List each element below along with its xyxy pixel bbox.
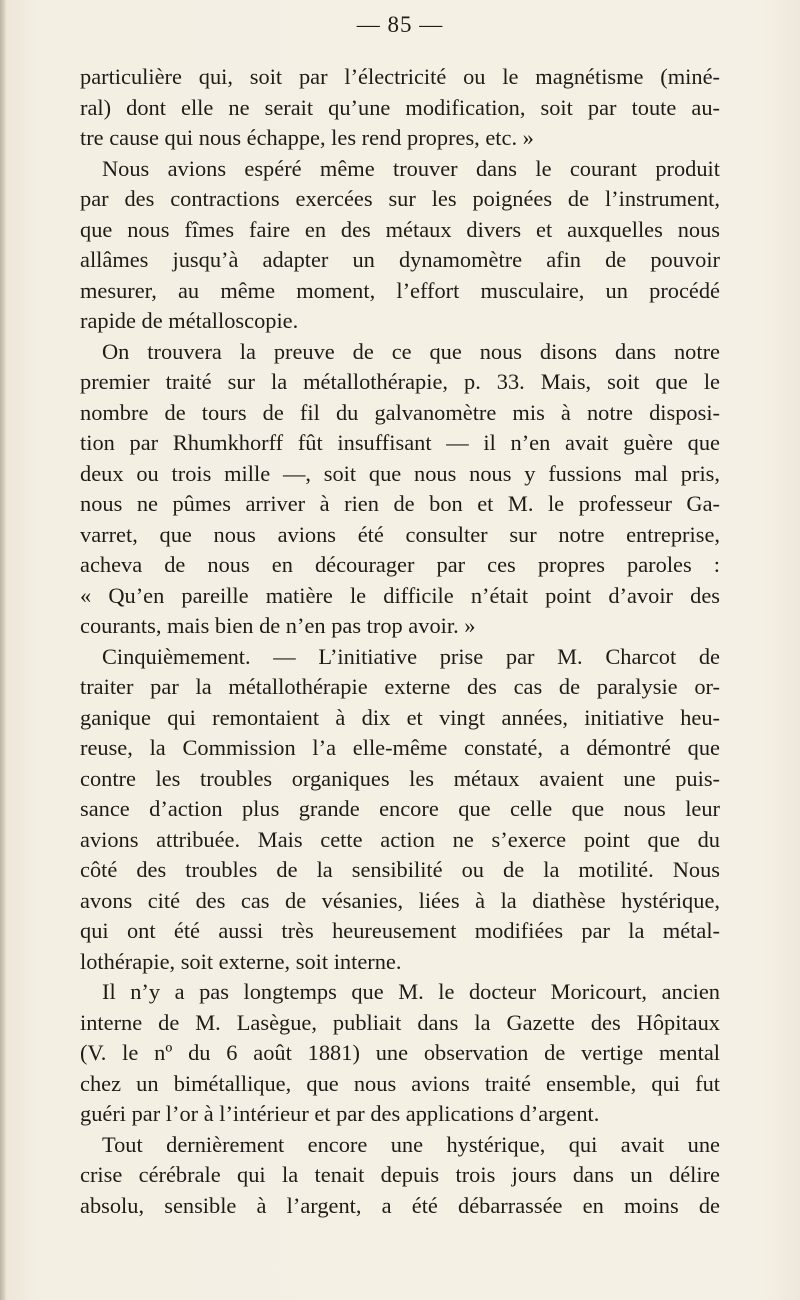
text-line-content: On trouvera la preuve de ce que nous disons dans notre — [102, 338, 720, 364]
text-line: allâmes jusqu’à adapter un dynamomètre afin de pouvoir — [80, 247, 720, 272]
text-line: ganique qui remontaient à dix et vingt années, initiative heu- — [80, 704, 720, 730]
text-line: nombre de tours de fil du galvanomètre mis à notre disposi- — [80, 399, 720, 425]
text-line: (V. le nº du 6 août 1881) une observation de vertige mental — [80, 1040, 720, 1065]
text-line: varret, que nous avions été consulter sur notre entreprise, — [80, 521, 720, 547]
text-line: crise cérébrale qui la tenait depuis trois jours dans un délire — [80, 1162, 720, 1187]
text-line: par des contractions exercées sur les poignées de l’instrument, — [80, 186, 720, 211]
text-line — [80, 977, 720, 1008]
page-number: — 85 — — [356, 12, 444, 37]
text-line: interne de M. Lasègue, publiait dans la Gazette des Hôpitaux — [80, 1009, 720, 1035]
text-line: ral) dont elle ne serait qu’une modification, soit par toute au- — [80, 94, 720, 120]
text-line-content: Il n’y a pas longtemps que M. le docteur Moricourt, ancien — [102, 979, 720, 1004]
text-line: particulière qui, soit par l’électricité ou le magnétisme (miné- — [80, 64, 720, 89]
text-line: premier traité sur la métallothérapie, p. 33. Mais, soit que le — [80, 369, 720, 394]
text-line: reuse, la Commission l’a elle-même constaté, a démontré que — [80, 735, 720, 760]
text-line: sance d’action plus grande encore que celle que nous leur — [80, 796, 720, 821]
text-line: deux ou trois mille —, soit que nous nous y fussions mal pris, — [80, 460, 720, 486]
text-line-content: Cinquièmement. — L’initiative prise par M. Charcot de — [102, 643, 720, 669]
text-line: mesurer, au même moment, l’effort musculaire, un procédé — [80, 277, 720, 303]
text-line: traiter par la métallothérapie externe des cas de paralysie or- — [80, 674, 720, 699]
text-line: tre cause qui nous échappe, les rend propres, etc. » — [80, 125, 534, 150]
body-text — [80, 62, 720, 1221]
text-line-content: Nous avions espéré même trouver dans le courant produit — [102, 155, 720, 181]
text-line: lothérapie, soit externe, soit interne. — [80, 948, 402, 974]
text-line: chez un bimétallique, que nous avions traité ensemble, qui fut — [80, 1070, 720, 1096]
text-line — [80, 642, 720, 673]
text-line: absolu, sensible à l’argent, a été débarrassée en moins de — [80, 1192, 720, 1218]
text-line: courants, mais bien de n’en pas trop avoir. » — [80, 613, 476, 638]
text-line — [80, 154, 720, 185]
text-line — [80, 1130, 720, 1161]
text-line: avons cité des cas de vésanies, liées à la diathèse hystérique, — [80, 887, 720, 913]
text-line-content: Tout dernièrement encore une hystérique, qui avait une — [102, 1131, 720, 1157]
page-binding-edge — [0, 0, 6, 1300]
text-line: qui ont été aussi très heureusement modifiées par la métal- — [80, 918, 720, 943]
text-line: nous ne pûmes arriver à rien de bon et M. le professeur Ga- — [80, 491, 720, 516]
text-line — [80, 337, 720, 368]
text-line: que nous fîmes faire en des métaux divers et auxquelles nous — [80, 216, 720, 242]
text-line: guéri par l’or à l’intérieur et par des applications d’argent. — [80, 1101, 600, 1126]
text-line: contre les troubles organiques les métaux avaient une puis- — [80, 765, 720, 791]
text-line: tion par Rhumkhorff fût insuffisant — il n’en avait guère que — [80, 430, 720, 455]
text-line: « Qu’en pareille matière le difficile n’était point d’avoir des — [80, 582, 720, 608]
text-line: côté des troubles de la sensibilité ou de la motilité. Nous — [80, 857, 720, 882]
text-line: acheva de nous en décourager par ces propres paroles : — [80, 552, 720, 577]
text-line: rapide de métalloscopie. — [80, 308, 299, 333]
text-line: avions attribuée. Mais cette action ne s’exerce point que du — [80, 826, 720, 852]
